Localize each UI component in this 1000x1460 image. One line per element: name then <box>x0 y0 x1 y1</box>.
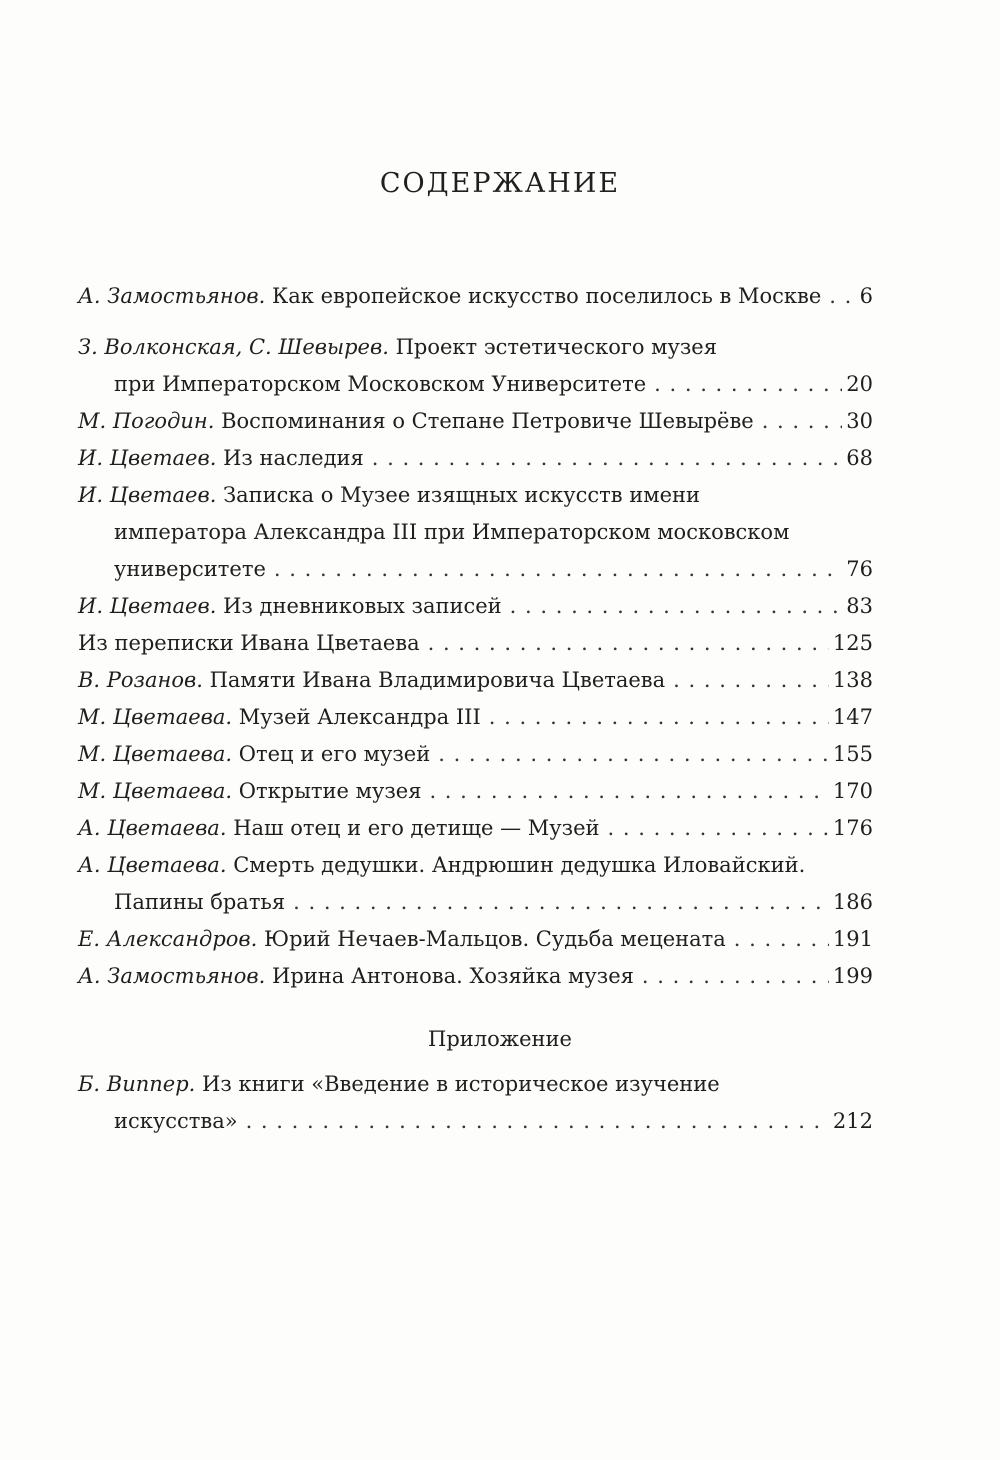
toc-entry-author: М. Цветаева. <box>78 705 233 729</box>
toc-entry-text <box>78 773 421 810</box>
dot-leader <box>274 551 842 588</box>
toc-entry-text <box>78 853 805 877</box>
toc-entry-page-number: 155 <box>832 742 873 766</box>
toc-entry-author: М. Цветаева. <box>78 779 233 803</box>
toc-entry <box>78 278 873 315</box>
dot-leader <box>438 736 829 773</box>
toc-entry-author: Е. Александров. <box>78 927 258 951</box>
toc-entry-title: Проект эстетического музея <box>395 335 717 359</box>
toc-entry-page-number: 170 <box>832 779 873 803</box>
toc-entry-line <box>78 625 873 662</box>
appendix-heading: Приложение <box>428 1027 572 1051</box>
toc-entry-author: А. Цветаева. <box>78 816 227 840</box>
toc-entry-author: В. Розанов. <box>78 668 203 692</box>
toc-entry-line <box>78 514 873 551</box>
toc-entry <box>78 958 873 995</box>
toc-entry-author: Б. Виппер. <box>78 1072 196 1096</box>
toc-entry-text <box>78 588 502 625</box>
toc-entry <box>78 403 873 440</box>
dot-leader <box>608 810 829 847</box>
toc-entry <box>78 588 873 625</box>
toc-entry-page-number: 68 <box>846 446 873 470</box>
toc-entry-page-number: 83 <box>846 594 873 618</box>
toc-entry <box>78 773 873 810</box>
toc-entry-title: Открытие музея <box>238 779 422 803</box>
toc-entry-title: Наш отец и его детище — Музей <box>233 816 600 840</box>
toc-entry <box>78 625 873 662</box>
toc-entry-line <box>78 588 873 625</box>
dot-leader <box>510 588 843 625</box>
toc-entry-line <box>78 773 873 810</box>
toc-entry-page-number: 186 <box>832 890 873 914</box>
toc-entry-title: Как европейское искусство поселилось в Москве <box>272 284 822 308</box>
toc-entry-title: Из наследия <box>223 446 364 470</box>
toc-entry-line <box>78 884 873 921</box>
toc-list <box>78 278 873 995</box>
toc-entry-page-number: 30 <box>846 409 873 433</box>
dot-leader <box>428 625 829 662</box>
toc-entry-title: Юрий Нечаев-Мальцов. Судьба мецената <box>264 927 726 951</box>
toc-entry-line <box>78 810 873 847</box>
toc-entry <box>78 699 873 736</box>
toc-entry-line <box>78 1066 873 1103</box>
toc-entry-title: Из переписки Ивана Цветаева <box>78 631 420 655</box>
dot-leader <box>654 366 842 403</box>
toc-entry-page-number: 176 <box>832 816 873 840</box>
toc-entry-page-number: 125 <box>832 631 873 655</box>
dot-leader <box>429 773 828 810</box>
toc-entry-text <box>78 440 364 477</box>
toc-entry-text <box>78 662 665 699</box>
toc-entry-text <box>114 551 266 588</box>
toc-entry-text <box>78 810 600 847</box>
toc-entry-title: Музей Александра III <box>238 705 481 729</box>
toc-entry-author: З. Волконская, С. Шевырев. <box>78 335 389 359</box>
toc-entry-page-number: 6 <box>859 284 873 308</box>
dot-leader <box>489 699 829 736</box>
toc-entry-line <box>78 662 873 699</box>
toc-entry-line <box>78 1103 873 1140</box>
toc-entry <box>78 477 873 588</box>
toc-entry-page-number: 147 <box>832 705 873 729</box>
toc-entry-line <box>78 736 873 773</box>
toc-entry-title: Папины братья <box>114 890 286 914</box>
toc-entry <box>78 736 873 773</box>
toc-entry-text <box>114 1103 238 1140</box>
toc-entry-text <box>114 366 646 403</box>
toc-entry-line <box>78 551 873 588</box>
toc-entry-author: М. Цветаева. <box>78 742 233 766</box>
toc-entry-line <box>78 278 873 315</box>
dot-leader <box>246 1103 829 1140</box>
toc-entry-line <box>78 958 873 995</box>
dot-leader <box>829 278 855 315</box>
toc-entry-text <box>114 884 285 921</box>
toc-entry-title: Воспоминания о Степане Петровиче Шевырёве <box>221 409 754 433</box>
toc-entry-page-number: 191 <box>832 927 873 951</box>
toc-entry-line <box>78 440 873 477</box>
toc-entry-text <box>78 335 717 359</box>
toc-entry-author: А. Замостьянов. <box>78 964 266 988</box>
toc-entry-line <box>78 921 873 958</box>
appendix-list <box>78 1066 873 1140</box>
toc-entry-line <box>78 366 873 403</box>
toc-entry-page-number: 138 <box>832 668 873 692</box>
toc-entry-text <box>78 483 700 507</box>
toc-entry <box>78 1066 873 1140</box>
toc-entry-author: М. Погодин. <box>78 409 215 433</box>
toc-entry-title: при Императорском Московском Университете <box>114 372 647 396</box>
toc-entry-title: Отец и его музей <box>238 742 431 766</box>
toc-entry-line <box>78 847 873 884</box>
toc-entry-page-number: 20 <box>846 372 873 396</box>
toc-entry-text <box>78 699 481 736</box>
toc-entry-text <box>78 1072 720 1096</box>
toc-entry-line <box>78 477 873 514</box>
dot-leader <box>293 884 829 921</box>
toc-entry-title: Смерть дедушки. Андрюшин дедушка Иловайский. <box>233 853 806 877</box>
toc-entry-author: И. Цветаев. <box>78 483 217 507</box>
toc-entry <box>78 440 873 477</box>
toc-entry-title: искусства» <box>114 1109 238 1133</box>
dot-leader <box>372 440 843 477</box>
toc-entry-text <box>78 278 821 315</box>
toc-entry <box>78 847 873 921</box>
toc-entry-text <box>78 403 754 440</box>
toc-entry-page-number: 199 <box>832 964 873 988</box>
toc-entry-page-number: 212 <box>832 1109 873 1133</box>
toc-entry-text <box>78 625 420 662</box>
toc-entry-line <box>78 699 873 736</box>
toc-entry-title: Из дневниковых записей <box>223 594 502 618</box>
toc-entry-title: Ирина Антонова. Хозяйка музея <box>272 964 634 988</box>
toc-entry-text <box>114 520 789 544</box>
toc-entry-title: Записка о Музее изящных искусств имени <box>223 483 700 507</box>
toc-entry-title: университете <box>114 557 266 581</box>
dot-leader <box>762 403 843 440</box>
toc-entry-author: И. Цветаев. <box>78 594 217 618</box>
toc-entry-title: Памяти Ивана Владимировича Цветаева <box>209 668 666 692</box>
toc-entry-author: И. Цветаев. <box>78 446 217 470</box>
toc-entry-title: императора Александра III при Императорском московском <box>114 520 790 544</box>
toc-entry <box>78 329 873 403</box>
dot-leader <box>734 921 829 958</box>
toc-entry <box>78 921 873 958</box>
toc-entry-line <box>78 403 873 440</box>
toc-title: СОДЕРЖАНИЕ <box>379 168 621 199</box>
toc-entry <box>78 662 873 699</box>
toc-entry-title: Из книги «Введение в историческое изучение <box>202 1072 720 1096</box>
toc-entry-author: А. Замостьянов. <box>78 284 266 308</box>
toc-entry-page-number: 76 <box>846 557 873 581</box>
dot-leader <box>673 662 829 699</box>
toc-entry-text <box>78 958 634 995</box>
toc-entry-line <box>78 329 873 366</box>
dot-leader <box>642 958 829 995</box>
toc-entry-author: А. Цветаева. <box>78 853 227 877</box>
toc-entry-text <box>78 736 430 773</box>
toc-entry-text <box>78 921 726 958</box>
toc-entry <box>78 810 873 847</box>
